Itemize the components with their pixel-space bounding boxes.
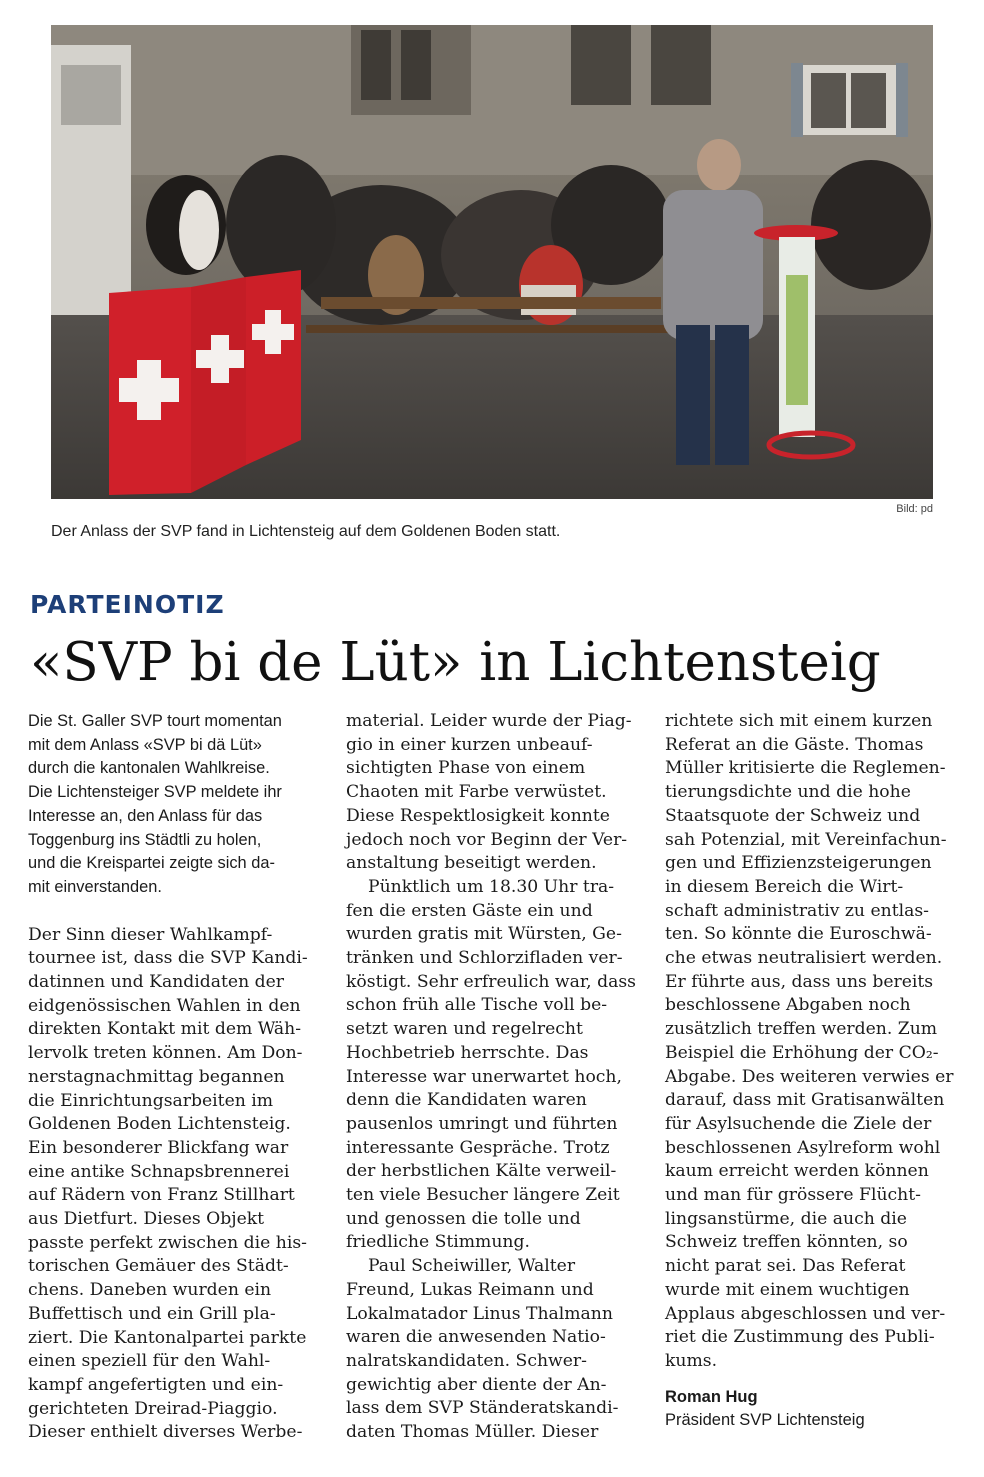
text-line: lingsanstürme, die auch die bbox=[665, 1208, 907, 1229]
text-line: Interesse war unerwartet hoch, bbox=[346, 1066, 622, 1087]
text-line: Ein besonderer Blickfang war bbox=[28, 1137, 289, 1158]
photo-credit: Bild: pd bbox=[896, 503, 933, 515]
text-line: gen und Effizienzsteigerungen bbox=[665, 853, 932, 874]
text-line: pausenlos umringt und führten bbox=[346, 1113, 618, 1134]
text-line: der herbstlichen Kälte verweil- bbox=[346, 1161, 617, 1182]
text-line: eine antike Schnapsbrennerei bbox=[28, 1161, 290, 1182]
text-line: tränken und Schlorzifladen ver- bbox=[346, 948, 623, 969]
text-line: Chaoten mit Farbe verwüstet. bbox=[346, 782, 607, 803]
text-line: zusätzlich treffen werden. Zum bbox=[665, 1019, 938, 1040]
text-line: und die Kreispartei zeigte sich da- bbox=[28, 854, 275, 873]
text-line: fen die ersten Gäste ein und bbox=[346, 900, 593, 921]
text-line: nalratskandidaten. Schwer- bbox=[346, 1350, 587, 1371]
text-line: gewichtig aber diente der An- bbox=[346, 1374, 607, 1395]
text-line: in diesem Bereich die Wirt- bbox=[665, 876, 904, 897]
text-line: einen speziell für den Wahl- bbox=[28, 1351, 271, 1372]
text-line: che etwas neutralisiert werden. bbox=[665, 948, 943, 969]
text-line: Buffettisch und ein Grill pla- bbox=[28, 1303, 276, 1324]
text-line: Toggenburg ins Städtli zu holen, bbox=[28, 830, 262, 849]
text-line: und man für grössere Flücht- bbox=[665, 1185, 921, 1206]
text-line: Goldenen Boden Lichtensteig. bbox=[28, 1114, 291, 1135]
text-line: torischen Gemäuer des Städt- bbox=[28, 1256, 289, 1277]
text-line: gerichteten Dreirad-Piaggio. bbox=[28, 1398, 278, 1419]
text-line: wurden gratis mit Würsten, Ge- bbox=[346, 924, 622, 945]
text-line: datinnen und Kandidaten der bbox=[28, 972, 285, 993]
text-line: und genossen die tolle und bbox=[346, 1208, 581, 1229]
text-line: kampf angefertigten und ein- bbox=[28, 1374, 284, 1395]
text-line: ten viele Besucher längere Zeit bbox=[346, 1185, 620, 1206]
text-line: schaft administrativ zu entlas- bbox=[665, 900, 929, 921]
body-paragraph bbox=[346, 1255, 640, 1445]
text-line: direkten Kontakt mit dem Wäh- bbox=[28, 1019, 302, 1040]
text-line: Beispiel die Erhöhung der CO₂- bbox=[665, 1042, 939, 1063]
text-line: Dieser enthielt diverses Werbe- bbox=[28, 1422, 303, 1443]
text-line: daten Thomas Müller. Dieser bbox=[346, 1422, 599, 1443]
text-line: sah Potenzial, mit Vereinfachun- bbox=[665, 829, 947, 850]
text-line: lervolk treten können. Am Don- bbox=[28, 1043, 303, 1064]
text-line: Applaus abgeschlossen und ver- bbox=[665, 1303, 946, 1324]
text-line: Er führte aus, dass uns bereits bbox=[665, 971, 934, 992]
text-line: Interesse an, den Anlass für das bbox=[28, 806, 263, 825]
text-line: kaum erreicht werden können bbox=[665, 1161, 929, 1182]
text-line: Freund, Lukas Reimann und bbox=[346, 1279, 594, 1300]
text-line: riet die Zustimmung des Publi- bbox=[665, 1327, 935, 1348]
text-line: friedliche Stimmung. bbox=[346, 1232, 530, 1253]
text-line: Lokalmatador Linus Thalmann bbox=[346, 1303, 613, 1324]
article-column-2 bbox=[346, 710, 640, 1445]
text-line: kums. bbox=[665, 1350, 718, 1371]
text-line: Paul Scheiwiller, Walter bbox=[368, 1256, 576, 1277]
text-line: nerstagnachmittag begannen bbox=[28, 1066, 285, 1087]
text-line: ziert. Die Kantonalpartei parkte bbox=[28, 1327, 307, 1348]
text-line: beschlossene Abgaben noch bbox=[665, 995, 911, 1016]
text-line: darauf, dass mit Gratisanwälten bbox=[665, 1090, 945, 1111]
lead-paragraph bbox=[28, 710, 318, 900]
headline: «SVP bi de Lüt» in Lichtensteig bbox=[30, 632, 881, 693]
article-photo bbox=[51, 25, 933, 499]
text-line: sichtigten Phase von einem bbox=[346, 758, 586, 779]
photo-illustration bbox=[51, 25, 933, 499]
text-line: Die Lichtensteiger SVP meldete ihr bbox=[28, 783, 282, 802]
text-line: durch die kantonalen Wahlkreise. bbox=[28, 759, 270, 778]
text-line: mit dem Anlass «SVP bi dä Lüt» bbox=[28, 735, 262, 754]
author-name: Roman Hug bbox=[665, 1387, 758, 1406]
body-paragraph bbox=[346, 876, 640, 1255]
text-line: nicht parat sei. Das Referat bbox=[665, 1256, 906, 1277]
text-line: auf Rädern von Franz Stillhart bbox=[28, 1185, 295, 1206]
text-line: material. Leider wurde der Piag- bbox=[346, 711, 632, 731]
text-line: richtete sich mit einem kurzen bbox=[665, 711, 933, 731]
text-line: Die St. Galler SVP tourt momentan bbox=[28, 712, 282, 730]
text-line: tournee ist, dass die SVP Kandi- bbox=[28, 948, 308, 969]
text-line: Der Sinn dieser Wahlkampf- bbox=[28, 924, 273, 945]
text-line: Referat an die Gäste. Thomas bbox=[665, 734, 924, 755]
text-line: interessante Gespräche. Trotz bbox=[346, 1137, 610, 1158]
article-column-1 bbox=[28, 710, 318, 1445]
author-title: Präsident SVP Lichtensteig bbox=[665, 1411, 865, 1430]
text-line: köstigt. Sehr erfreulich war, dass bbox=[346, 971, 636, 992]
text-line: denn die Kandidaten waren bbox=[346, 1090, 587, 1111]
kicker: PARTEINOTIZ bbox=[30, 590, 225, 619]
photo-caption: Der Anlass der SVP fand in Lichtensteig auf dem Goldenen Boden statt. bbox=[51, 523, 561, 540]
text-line: beschlossenen Asylreform wohl bbox=[665, 1137, 941, 1158]
text-line: Pünktlich um 18.30 Uhr tra- bbox=[368, 876, 615, 897]
text-line: mit einverstanden. bbox=[28, 877, 162, 896]
text-line: wurde mit einem wuchtigen bbox=[665, 1279, 910, 1300]
text-line: für Asylsuchende die Ziele der bbox=[665, 1113, 932, 1134]
text-line: die Einrichtungsarbeiten im bbox=[28, 1090, 274, 1111]
text-line: jedoch noch vor Beginn der Ver- bbox=[346, 829, 628, 850]
text-line: Hochbetrieb herrschte. Das bbox=[346, 1042, 589, 1063]
text-line: chens. Daneben wurden ein bbox=[28, 1280, 272, 1301]
text-line: lass dem SVP Ständeratskandi- bbox=[346, 1398, 619, 1419]
text-line: passte perfekt zwischen die his- bbox=[28, 1232, 307, 1253]
text-line: tierungsdichte und die hohe bbox=[665, 782, 911, 803]
body-paragraph bbox=[665, 710, 960, 1374]
text-line: gio in einer kurzen unbeauf- bbox=[346, 734, 593, 755]
text-line: Abgabe. Des weiteren verwies er bbox=[665, 1066, 954, 1087]
text-line: setzt waren und regelrecht bbox=[346, 1019, 583, 1040]
article-column-3 bbox=[665, 710, 960, 1433]
text-line: Müller kritisierte die Reglemen- bbox=[665, 758, 946, 779]
text-line: ten. So könnte die Euroschwä- bbox=[665, 924, 932, 945]
text-line: eidgenössischen Wahlen in den bbox=[28, 995, 301, 1016]
body-paragraph bbox=[28, 924, 318, 1445]
text-line: waren die anwesenden Natio- bbox=[346, 1327, 606, 1348]
body-paragraph bbox=[346, 710, 640, 876]
text-line: Staatsquote der Schweiz und bbox=[665, 805, 921, 826]
text-line: aus Dietfurt. Dieses Objekt bbox=[28, 1209, 265, 1230]
text-line: Schweiz treffen könnten, so bbox=[665, 1232, 908, 1253]
text-line: Diese Respektlosigkeit konnte bbox=[346, 805, 610, 826]
text-line: schon früh alle Tische voll be- bbox=[346, 995, 608, 1016]
text-line: anstaltung beseitigt werden. bbox=[346, 853, 597, 874]
